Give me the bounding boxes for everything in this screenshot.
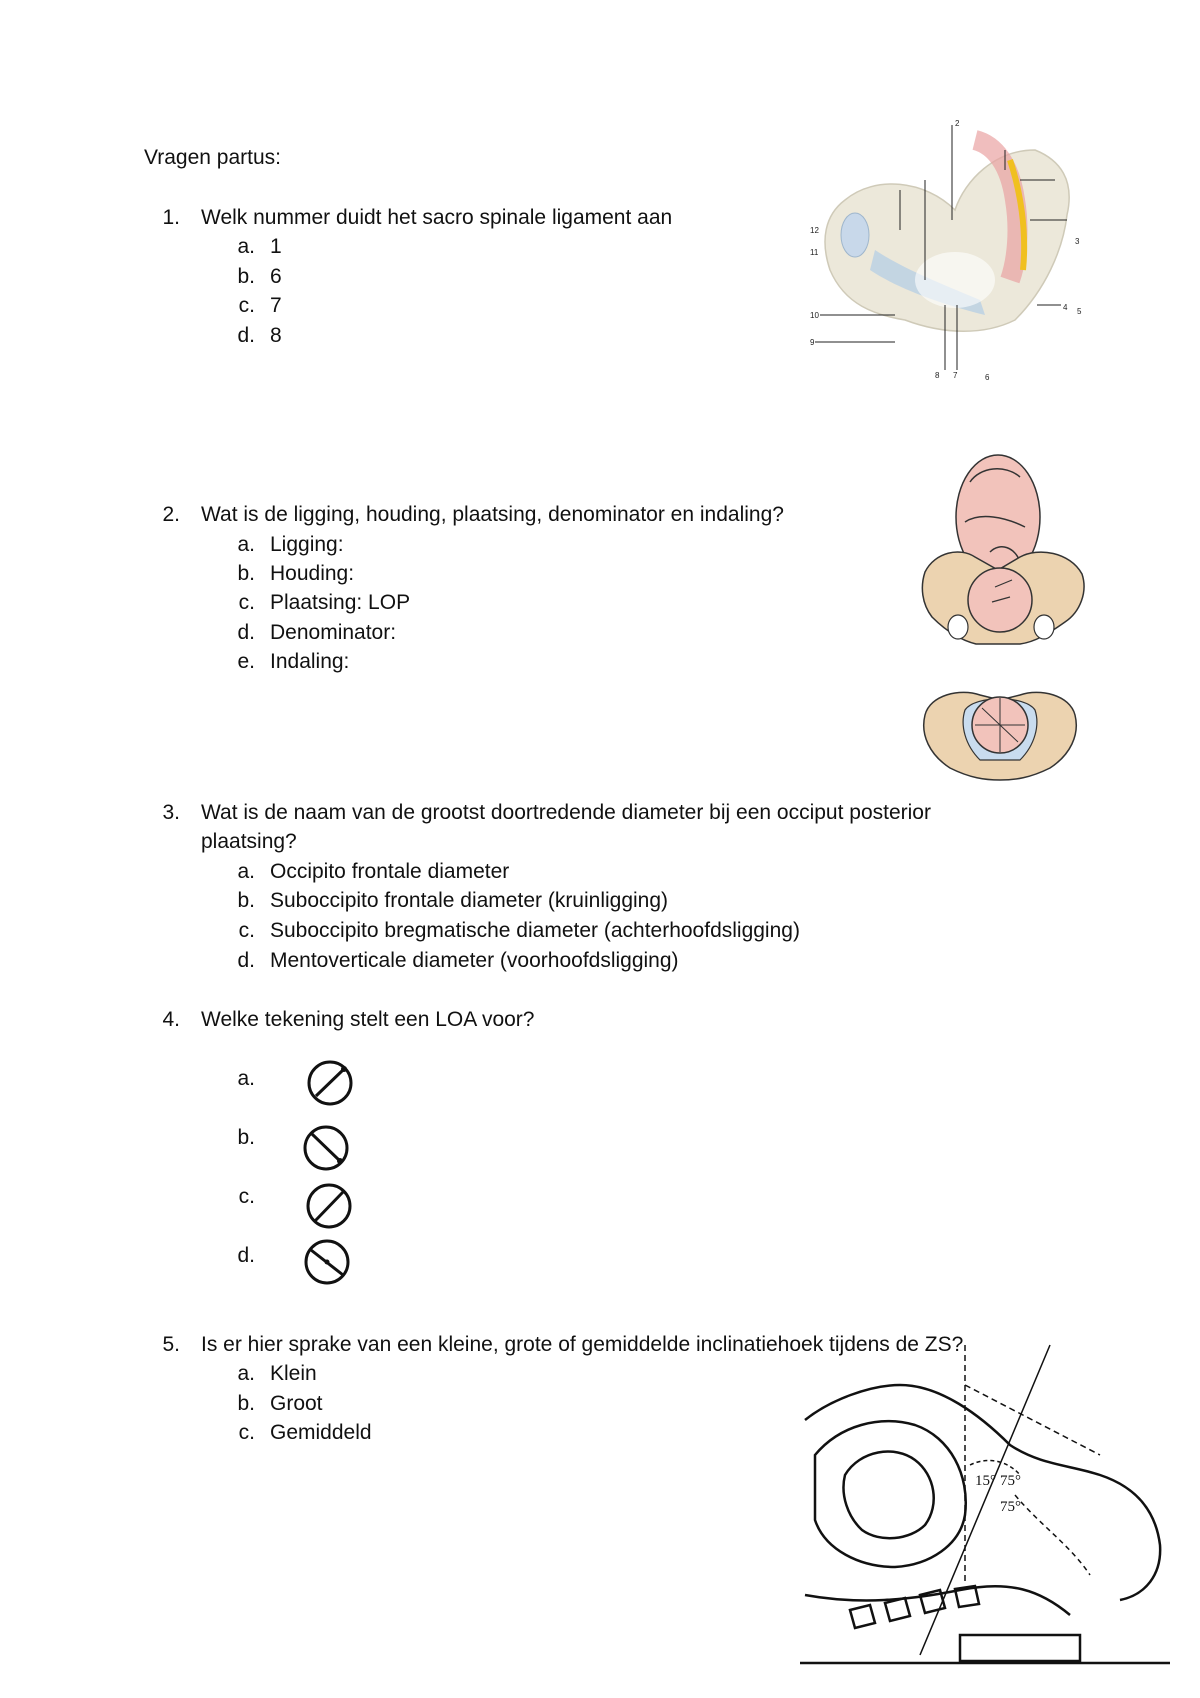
question-text: Welke tekening stelt een LOA voor? bbox=[201, 1008, 535, 1031]
option-text: Suboccipito bregmatische diameter (achterhoofdsligging) bbox=[270, 919, 800, 942]
fetal-position-figure bbox=[920, 452, 1090, 657]
circle-diagonal-up-right-icon[interactable] bbox=[306, 1058, 356, 1108]
option-text: 7 bbox=[270, 294, 282, 317]
option-text: Klein bbox=[270, 1362, 317, 1385]
figure-label-3: 3 bbox=[1075, 237, 1080, 246]
figure-label-11: 11 bbox=[810, 248, 819, 257]
option-letter: a. bbox=[237, 1362, 255, 1385]
angle-label-15: 15° bbox=[975, 1473, 996, 1489]
option-letter: a. bbox=[237, 533, 255, 556]
question-text: Wat is de ligging, houding, plaatsing, denominator en indaling? bbox=[201, 503, 784, 526]
option-text: Gemiddeld bbox=[270, 1421, 372, 1444]
option-text: Indaling: bbox=[270, 650, 350, 673]
figure-label-8: 8 bbox=[935, 371, 940, 380]
option-letter: e. bbox=[237, 650, 255, 673]
option-text: Plaatsing: LOP bbox=[270, 591, 411, 614]
figure-label-10: 10 bbox=[810, 311, 819, 320]
option-letter: b. bbox=[237, 889, 255, 912]
circle-diagonal-down-right-icon[interactable] bbox=[302, 1123, 352, 1173]
circle-diagonal-down-right-icon[interactable] bbox=[303, 1237, 353, 1287]
option-text: Denominator: bbox=[270, 621, 397, 644]
vertebrae-shape bbox=[850, 1586, 979, 1628]
option-letter: d. bbox=[237, 1244, 255, 1267]
question-text: Is er hier sprake van een kleine, grote of gemiddelde inclinatiehoek tijdens de ZS? bbox=[201, 1333, 964, 1356]
option-letter: c. bbox=[238, 294, 255, 317]
angle-label-75-top: 75° bbox=[1000, 1473, 1021, 1489]
inclination-angle-figure bbox=[800, 1345, 1180, 1685]
option-letter: b. bbox=[237, 1392, 255, 1415]
figure-label-12: 12 bbox=[810, 226, 819, 235]
figure-label-5: 5 bbox=[1077, 307, 1082, 316]
option-text: Ligging: bbox=[270, 533, 344, 556]
option-letter: b. bbox=[237, 265, 255, 288]
figure-label-7: 7 bbox=[953, 371, 958, 380]
question-text-line-2: plaatsing? bbox=[201, 830, 297, 853]
page-title: Vragen partus: bbox=[144, 146, 281, 169]
angle-label-75-bottom: 75° bbox=[1000, 1499, 1021, 1515]
fetus-outline-shape bbox=[844, 1452, 934, 1539]
question-text: Welk nummer duidt het sacro spinale ligament aan bbox=[201, 206, 673, 229]
option-letter: a. bbox=[237, 860, 255, 883]
question-number: 3. bbox=[162, 801, 180, 824]
option-letter: d. bbox=[237, 621, 255, 644]
option-letter: b. bbox=[237, 562, 255, 585]
question-number: 4. bbox=[162, 1008, 180, 1031]
option-text: 6 bbox=[270, 265, 282, 288]
option-text: Houding: bbox=[270, 562, 355, 585]
option-letter: b. bbox=[237, 1126, 255, 1149]
option-text: Mentoverticale diameter (voorhoofdsligging) bbox=[270, 949, 679, 972]
option-text: Occipito frontale diameter bbox=[270, 860, 510, 883]
option-letter: d. bbox=[237, 324, 255, 347]
option-letter: c. bbox=[238, 591, 255, 614]
option-letter: c. bbox=[238, 919, 255, 942]
option-letter: c. bbox=[238, 1185, 255, 1208]
question-number: 1. bbox=[162, 206, 180, 229]
uterus-outline-shape bbox=[815, 1421, 966, 1567]
option-letter: a. bbox=[237, 1067, 255, 1090]
obturator-right-shape bbox=[1034, 615, 1054, 639]
option-text: Suboccipito frontale diameter (kruinligging) bbox=[270, 889, 669, 912]
figure-label-2: 2 bbox=[955, 119, 960, 128]
option-letter: d. bbox=[237, 949, 255, 972]
abdomen-outline-shape bbox=[805, 1385, 1160, 1600]
acetabulum-shape bbox=[841, 213, 869, 257]
option-letter: a. bbox=[237, 235, 255, 258]
option-text: Groot bbox=[270, 1392, 323, 1415]
question-number: 5. bbox=[162, 1333, 180, 1356]
pelvic-inlet-shape bbox=[915, 252, 995, 308]
question-text-line-1: Wat is de naam van de grootst doortredende diameter bij een occiput posterior bbox=[201, 801, 931, 824]
pelvis-anatomy-figure bbox=[805, 120, 1095, 385]
circle-diagonal-up-right-icon[interactable] bbox=[305, 1181, 355, 1231]
pelvis-top-view-figure bbox=[920, 670, 1080, 782]
option-letter: c. bbox=[238, 1421, 255, 1444]
figure-label-9: 9 bbox=[810, 338, 815, 347]
option-text: 1 bbox=[270, 235, 282, 258]
question-number: 2. bbox=[162, 503, 180, 526]
option-text: 8 bbox=[270, 324, 282, 347]
figure-label-6: 6 bbox=[985, 373, 990, 382]
figure-label-4: 4 bbox=[1063, 303, 1068, 312]
obturator-left-shape bbox=[948, 615, 968, 639]
